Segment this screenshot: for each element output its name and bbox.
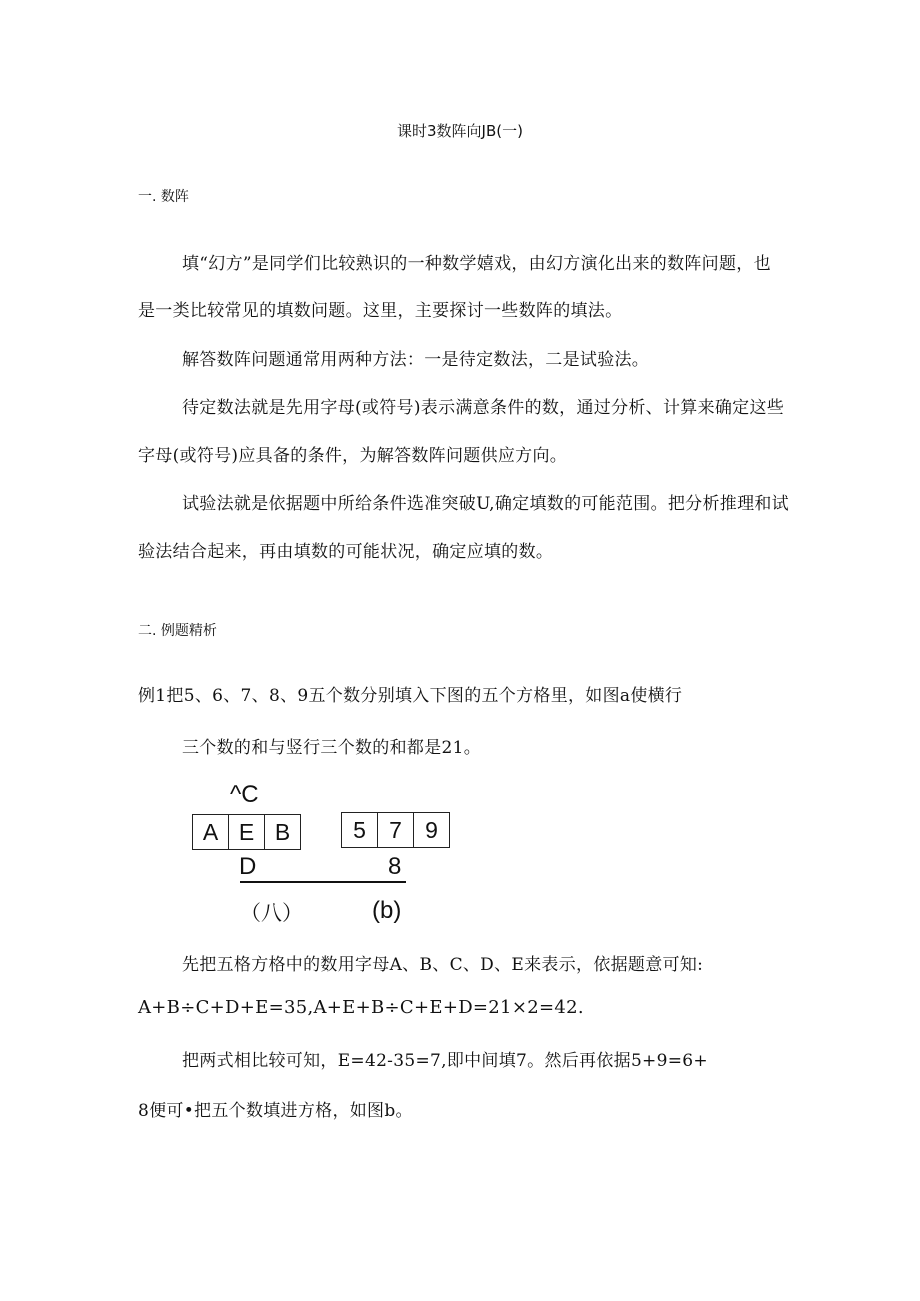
example-line-1: 例1把5、6、7、8、9五个数分别填入下图的五个方格里，如图a使横行 [138, 686, 683, 706]
paragraph-1-line-1: 填“幻方”是同学们比较熟识的一种数学嬉戏，由幻方演化出来的数阵问题，也 [182, 254, 771, 274]
solution-line-4: 8便可•把五个数填进方格，如图b。 [138, 1101, 413, 1121]
figure-a-caption: （八） [240, 901, 303, 925]
page-title: 课时3数阵向JB(一) [397, 122, 523, 140]
solution-line-1: 先把五格方格中的数用字母A、B、C、D、E来表示，依据题意可知: [182, 955, 704, 975]
solution-line-2: A+B÷C+D+E=35,A+E+B÷C+E+D=21×2=42. [138, 997, 584, 1018]
figure-a-grid [193, 814, 301, 850]
section-heading-1: 一. 数阵 [138, 189, 189, 205]
section-heading-2: 二. 例题精析 [138, 623, 217, 639]
figure-a-cell: A [192, 814, 229, 850]
figure-a-bottom-label: D [239, 853, 257, 880]
paragraph-4-line-1: 试验法就是依据题中所给条件选准突破U,确定填数的可能范围。把分析推理和试 [182, 494, 789, 514]
paragraph-3-line-1: 待定数法就是先用字母(或符号)表示满意条件的数，通过分析、计算来确定这些 [182, 398, 785, 418]
figure-a-cell: E [228, 814, 265, 850]
paragraph-3-line-2: 字母(或符号)应具备的条件，为解答数阵问题供应方向。 [138, 446, 568, 466]
paragraph-2: 解答数阵问题通常用两种方法：一是待定数法，二是试验法。 [182, 350, 650, 370]
paragraph-4-line-2: 验法结合起来，再由填数的可能状况，确定应填的数。 [138, 542, 554, 562]
figure-a-top-label: ^C [230, 781, 259, 808]
figure-underline [240, 881, 406, 883]
figure-b-bottom-label: 8 [388, 853, 402, 880]
solution-line-3: 把两式相比较可知，E=42-35=7,即中间填7。然后再依据5+9=6+ [182, 1051, 708, 1071]
figure-b-cell: 5 [341, 812, 378, 848]
figure-b-grid [342, 812, 450, 848]
figure-b-cell: 7 [377, 812, 414, 848]
example-line-2: 三个数的和与竖行三个数的和都是21。 [182, 738, 482, 758]
figure-b-cell: 9 [413, 812, 450, 848]
paragraph-1-line-2: 是一类比较常见的填数问题。这里，主要探讨一些数阵的填法。 [138, 301, 623, 321]
figure-b-caption: (b) [372, 897, 402, 924]
figure-a-cell: B [264, 814, 301, 850]
